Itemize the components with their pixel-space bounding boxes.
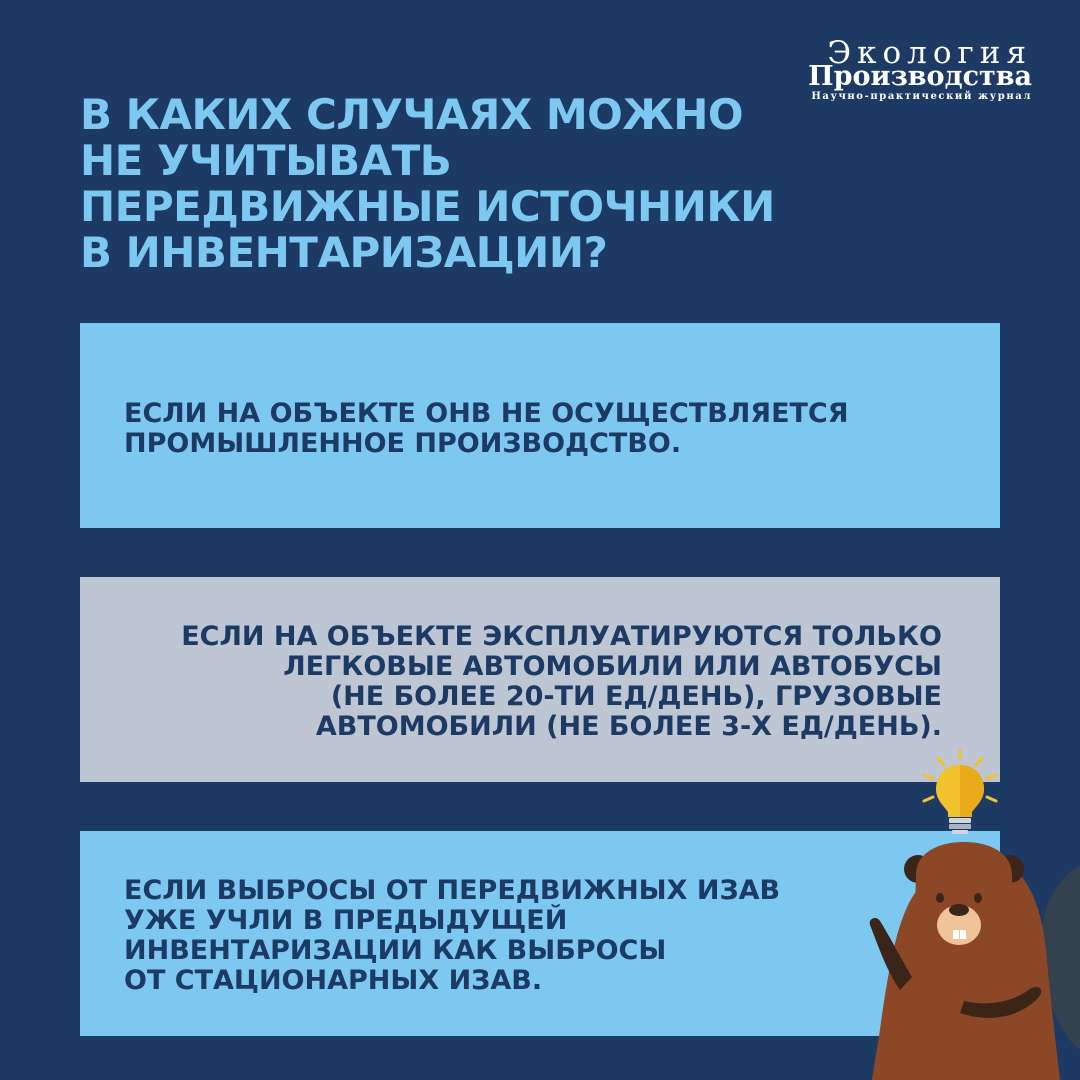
case-card-text: [124, 876, 780, 996]
beaver-with-lightbulb-icon: [860, 745, 1080, 1080]
case-card-line: УЖЕ УЧЛИ В ПРЕДЫДУЩЕЙ: [124, 905, 568, 936]
case-card-line: ЛЕГКОВЫЕ АВТОМОБИЛИ ИЛИ АВТОБУСЫ: [283, 651, 942, 682]
logo-line-production: Производства: [808, 61, 1032, 92]
beaver-head-icon: [904, 842, 1024, 945]
case-card-line: АВТОМОБИЛИ (НЕ БОЛЕЕ 3-Х ЕД/ДЕНЬ).: [315, 711, 942, 742]
case-card-line: ЕСЛИ НА ОБЪЕКТЕ ОНВ НЕ ОСУЩЕСТВЛЯЕТСЯ: [124, 398, 849, 429]
logo-line-ecology: Экология: [827, 35, 1032, 71]
case-card-line: ЕСЛИ ВЫБРОСЫ ОТ ПЕРЕДВИЖНЫХ ИЗАВ: [124, 875, 781, 906]
page-title: [80, 90, 775, 277]
journal-logo: [768, 36, 1036, 106]
case-card-line: ПРОМЫШЛЕННОЕ ПРОИЗВОДСТВО.: [124, 428, 682, 459]
title-line: В КАКИХ СЛУЧАЯХ МОЖНО: [80, 90, 744, 139]
case-card-text: [124, 399, 849, 459]
title-line: НЕ УЧИТЫВАТЬ: [80, 136, 452, 185]
title-line: В ИНВЕНТАРИЗАЦИИ?: [80, 228, 608, 277]
case-card-line: ИНВЕНТАРИЗАЦИИ КАК ВЫБРОСЫ: [124, 935, 667, 966]
lightbulb-icon: [936, 765, 984, 834]
case-card-line: ЕСЛИ НА ОБЪЕКТЕ ЭКСПЛУАТИРУЮТСЯ ТОЛЬКО: [181, 621, 942, 652]
case-card-text: [181, 622, 942, 742]
logo-tagline: Научно-практический журнал: [811, 91, 1032, 102]
case-card-line: ОТ СТАЦИОНАРНЫХ ИЗАВ.: [124, 965, 543, 996]
case-card-1: [80, 323, 1000, 528]
case-card-line: (НЕ БОЛЕЕ 20-ТИ ЕД/ДЕНЬ), ГРУЗОВЫЕ: [330, 681, 942, 712]
title-line: ПЕРЕДВИЖНЫЕ ИСТОЧНИКИ: [80, 182, 775, 231]
